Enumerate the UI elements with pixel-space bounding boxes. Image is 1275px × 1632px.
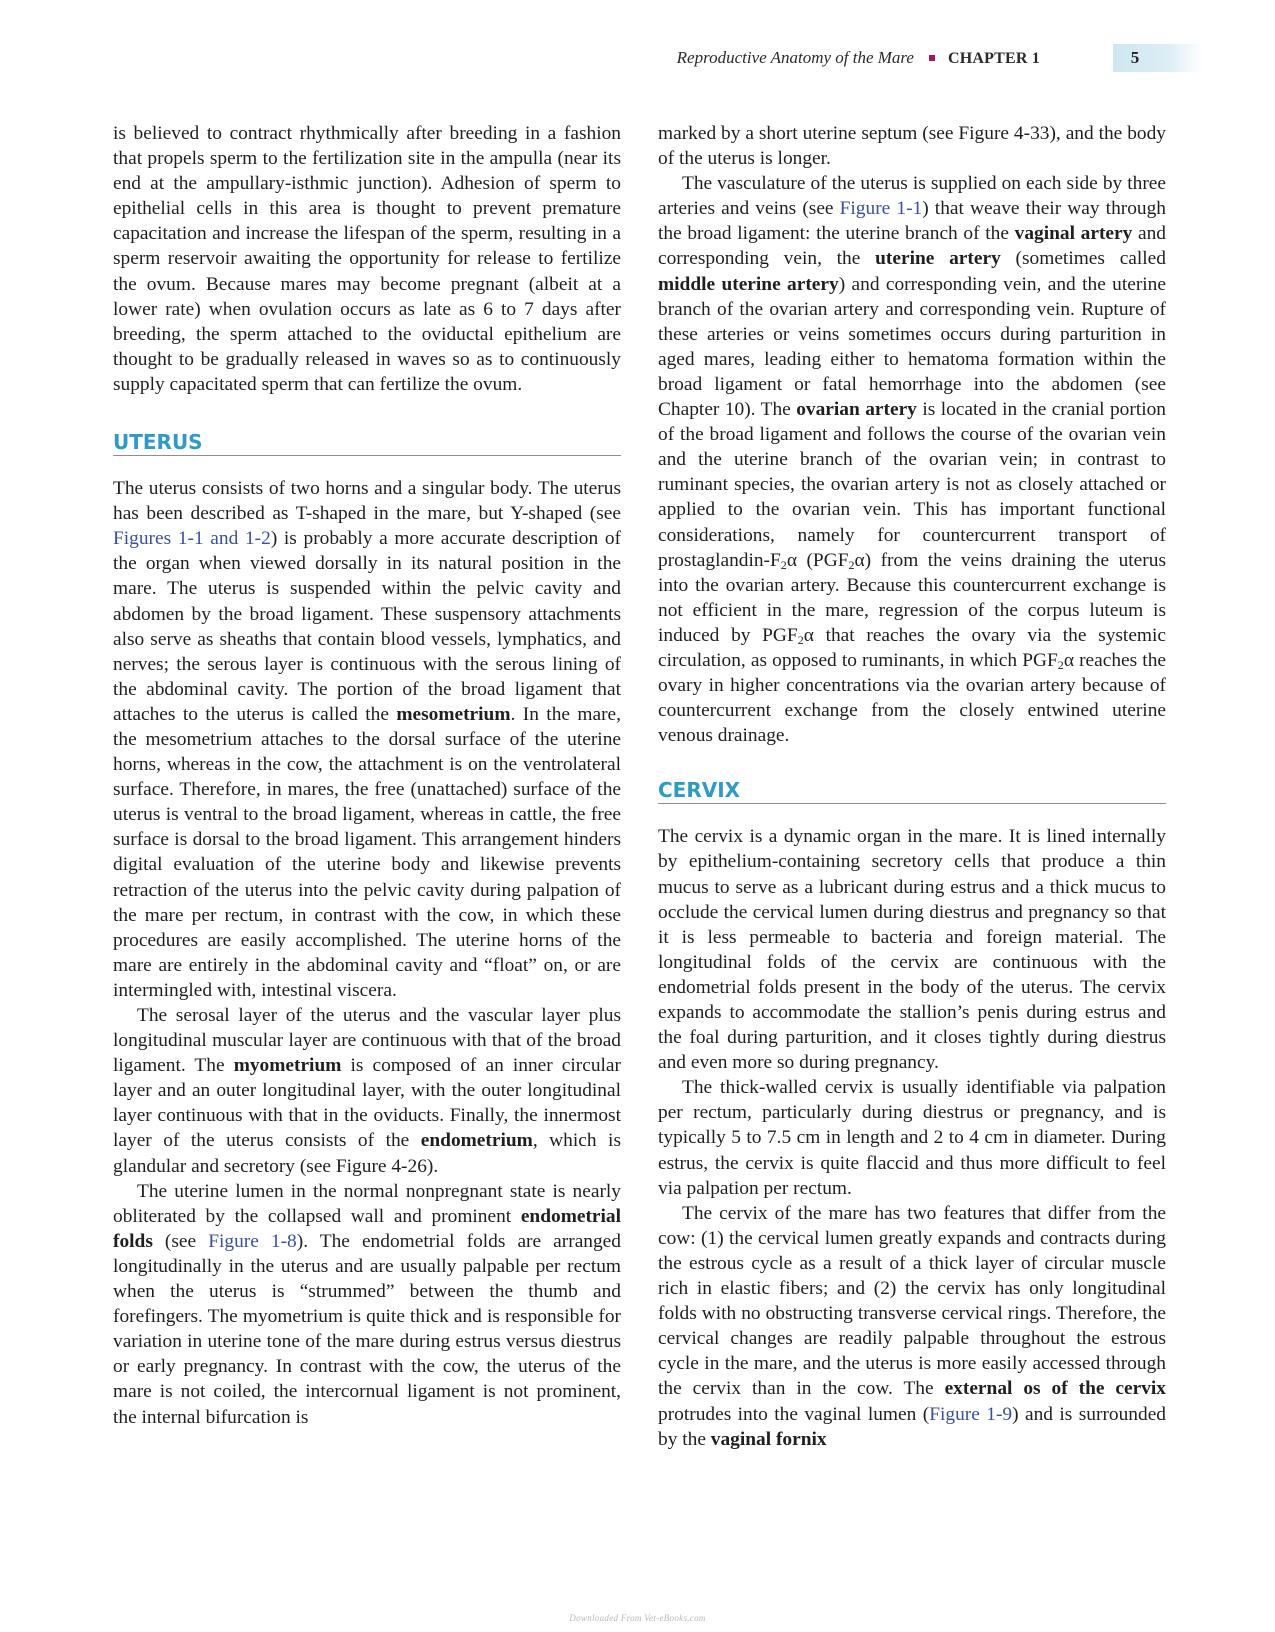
page-number: 5 — [1130, 48, 1140, 67]
figure-link[interactable]: Figure 1-9 — [929, 1403, 1013, 1425]
section-heading-cervix: CERVIX — [658, 778, 1166, 804]
paragraph-uterus-shape: The uterus consists of two horns and a singular body. The uterus has been described as T-shaped in the mare, but Y-shaped (see Figures 1-1 and 1-2) is probably a more accurate description of the organ when viewed dorsally in its natural position in the mare. The uterus is suspended within the pelvic cavity and abdomen by the broad ligament. These suspensory attachments also serve as sheaths that contain blood vessels, lymphatics, and nerves; the serous layer is continuous with the serous lining of the abdominal cavity. The portion of the broad ligament that attaches to the uterus is called the mesometrium. In the mare, the mesometrium attaches to the dorsal surface of the uterine horns, whereas in the cow, the attachment is on the ventrolateral surface. Therefore, in mares, the free (unattached) surface of the uterus is ventral to the broad ligament, whereas in cattle, the free surface is dorsal to the broad ligament. This arrangement hinders digital evaluation of the uterine body and likewise prevents retraction of the uterus into the pelvic cavity during palpation of the mare per rectum, in contrast with the cow, in which these procedures are easily accomplished. The uterine horns of the mare are entirely in the abdominal cavity and “float” on, or are intermingled with, intestinal viscera. — [113, 478, 621, 1001]
term-external-os: external os of the cervix — [944, 1378, 1166, 1400]
running-head-text — [677, 46, 1040, 71]
paragraph-uterine-lumen: The uterine lumen in the normal nonpregnant state is nearly obliterated by the collapsed wall and prominent endometrial folds (see Figure 1-8). The endometrial folds are arranged longitudinally in the uterus and are usually palpable per rectum when the uterus is “strummed” between the thumb and forefingers. The myometrium is quite thick and is responsible for variation in uterine tone of the mare during estrus versus diestrus or early pregnancy. In contrast with the cow, the uterus of the mare is not coiled, the intercornual ligament is not prominent, the internal bifurcation is — [113, 1180, 621, 1428]
book-title: Reproductive Anatomy of the Mare — [676, 48, 914, 67]
right-column — [658, 121, 1166, 1452]
paragraph-cervix-intro: The cervix is a dynamic organ in the mare. It is lined internally by epithelium-containing secretory cells that produce a thin mucus to serve as a lubricant during estrus and a thick mucus to occlude the cervical lumen during diestrus and pregnancy so that it is less permeable to bacteria and foreign material. The longitudinal folds of the cervix are continuous with the endometrial folds present in the body of the uterus. The cervix expands to accommodate the stallion’s penis during estrus and the foal during parturition, and it closes tightly during diestrus and even more so during pregnancy. — [658, 826, 1166, 1074]
term-endometrium: endometrium — [420, 1130, 533, 1152]
paragraph-oviduct-continued: is believed to contract rhythmically after breeding in a fashion that propels sperm to the fertilization site in the ampulla (near its end at the ampullary-isthmic junction). Adhesion of sperm to epithelial cells in this area is thought to prevent premature capacitation and increase the lifespan of the sperm, resulting in a sperm reservoir awaiting the opportunity for release to fertilize the ovum. Because mares may become pregnant (albeit at a lower rate) when ovulation occurs as late as 6 to 7 days after breeding, the sperm attached to the oviductal epithelium are thought to be gradually released in waves so as to continuously supply capacitated sperm that can fertilize the ovum. — [113, 123, 621, 395]
figure-link[interactable]: Figure 1-8 — [208, 1230, 297, 1252]
figure-link[interactable]: Figures 1-1 and 1-2 — [113, 528, 271, 550]
subscript: 2 — [780, 557, 787, 572]
term-middle-uterine-artery: middle uterine artery — [658, 273, 839, 295]
paragraph-uterine-septum: marked by a short uterine septum (see Figure 4-33), and the body of the uterus is longer. — [658, 123, 1166, 170]
term-ovarian-artery: ovarian artery — [796, 399, 917, 421]
running-head — [0, 44, 1275, 72]
chapter-label: CHAPTER 1 — [947, 50, 1040, 67]
paragraph-cervix-features: The cervix of the mare has two features that differ from the cow: (1) the cervical lumen greatly expands and contracts during the estrous cycle as a result of a thick layer of circular muscle rich in elastic fibers; and (2) the cervix has only longitudinal folds with no obstructing transverse cervical rings. Therefore, the cervical changes are readily palpable throughout the estrous cycle in the mare, and the uterus is more easily accessed through the cervix than in the cow. The external os of the cervix protrudes into the vaginal lumen (Figure 1-9) and is surrounded by the vaginal fornix — [658, 1202, 1167, 1450]
paragraph-vasculature: The vasculature of the uterus is supplied on each side by three arteries and veins (see Figure 1-1) that weave their way through the broad ligament: the uterine branch of the vaginal artery and corresponding vein, the uterine artery (sometimes called middle uterine artery) and corresponding vein, and the uterine branch of the ovarian artery and corresponding vein. Rupture of these arteries or veins sometimes occurs during parturition in aged mares, leading either to hematoma formation within the broad ligament or fatal hemorrhage into the abdomen (see Chapter 10). The ovarian artery is located in the cranial portion of the broad ligament and follows the course of the ovarian vein and the uterine branch of the ovarian vein; in contrast to ruminant species, the ovarian artery is not as closely attached or applied to the ovarian vein. This has important functional considerations, namely for countercurrent transport of prostaglandin-$F_2\alpha$ $(PGF_2\alpha)$ from the veins draining the uterus into the ovarian artery. Because this countercurrent exchange is not efficient in the mare, regression of the corpus luteum is induced by $PGF_2\alpha$ that reaches the ovary via the systemic circulation, as opposed to ruminants, in which $PGF_2\alpha$ reaches the ovary in higher concentrations via the ovarian artery because of countercurrent exchange from the closely entwined uterine venous drainage. — [658, 173, 1167, 747]
separator-square-icon — [929, 55, 935, 61]
subscript: 2 — [1057, 657, 1064, 672]
term-endometrial-folds: endometrial folds — [113, 1205, 621, 1252]
paragraph-uterus-layers: The serosal layer of the uterus and the vascular layer plus longitudinal muscular layer are continuous with that of the broad ligament. The myometrium is composed of an inner circular layer and an outer longitudinal layer, with the outer longitudinal layer continuous with that in the oviducts. Finally, the innermost layer of the uterus consists of the endometrium, which is glandular and secretory (see Figure 4-26). — [113, 1005, 621, 1177]
term-uterine-artery: uterine artery — [875, 248, 1001, 270]
term-myometrium: myometrium — [233, 1055, 342, 1077]
page-number-box — [1113, 44, 1203, 72]
subscript: 2 — [797, 632, 804, 647]
paragraph-cervix-palpation: The thick-walled cervix is usually identifiable via palpation per rectum, particularly during diestrus or pregnancy, and is typically 5 to 7.5 cm in length and 2 to 4 cm in diameter. During estrus, the cervix is quite flaccid and thus more difficult to feel via palpation per rectum. — [658, 1077, 1166, 1199]
term-vaginal-fornix: vaginal fornix — [710, 1428, 827, 1450]
figure-link[interactable]: Figure 1-1 — [839, 198, 923, 220]
term-vaginal-artery: vaginal artery — [1014, 223, 1133, 245]
left-column — [113, 121, 621, 1430]
subscript: 2 — [848, 557, 855, 572]
section-heading-uterus: UTERUS — [113, 430, 621, 456]
term-mesometrium: mesometrium — [396, 703, 511, 725]
footer-watermark: Downloaded From Vet-eBooks.com — [569, 1613, 706, 1623]
